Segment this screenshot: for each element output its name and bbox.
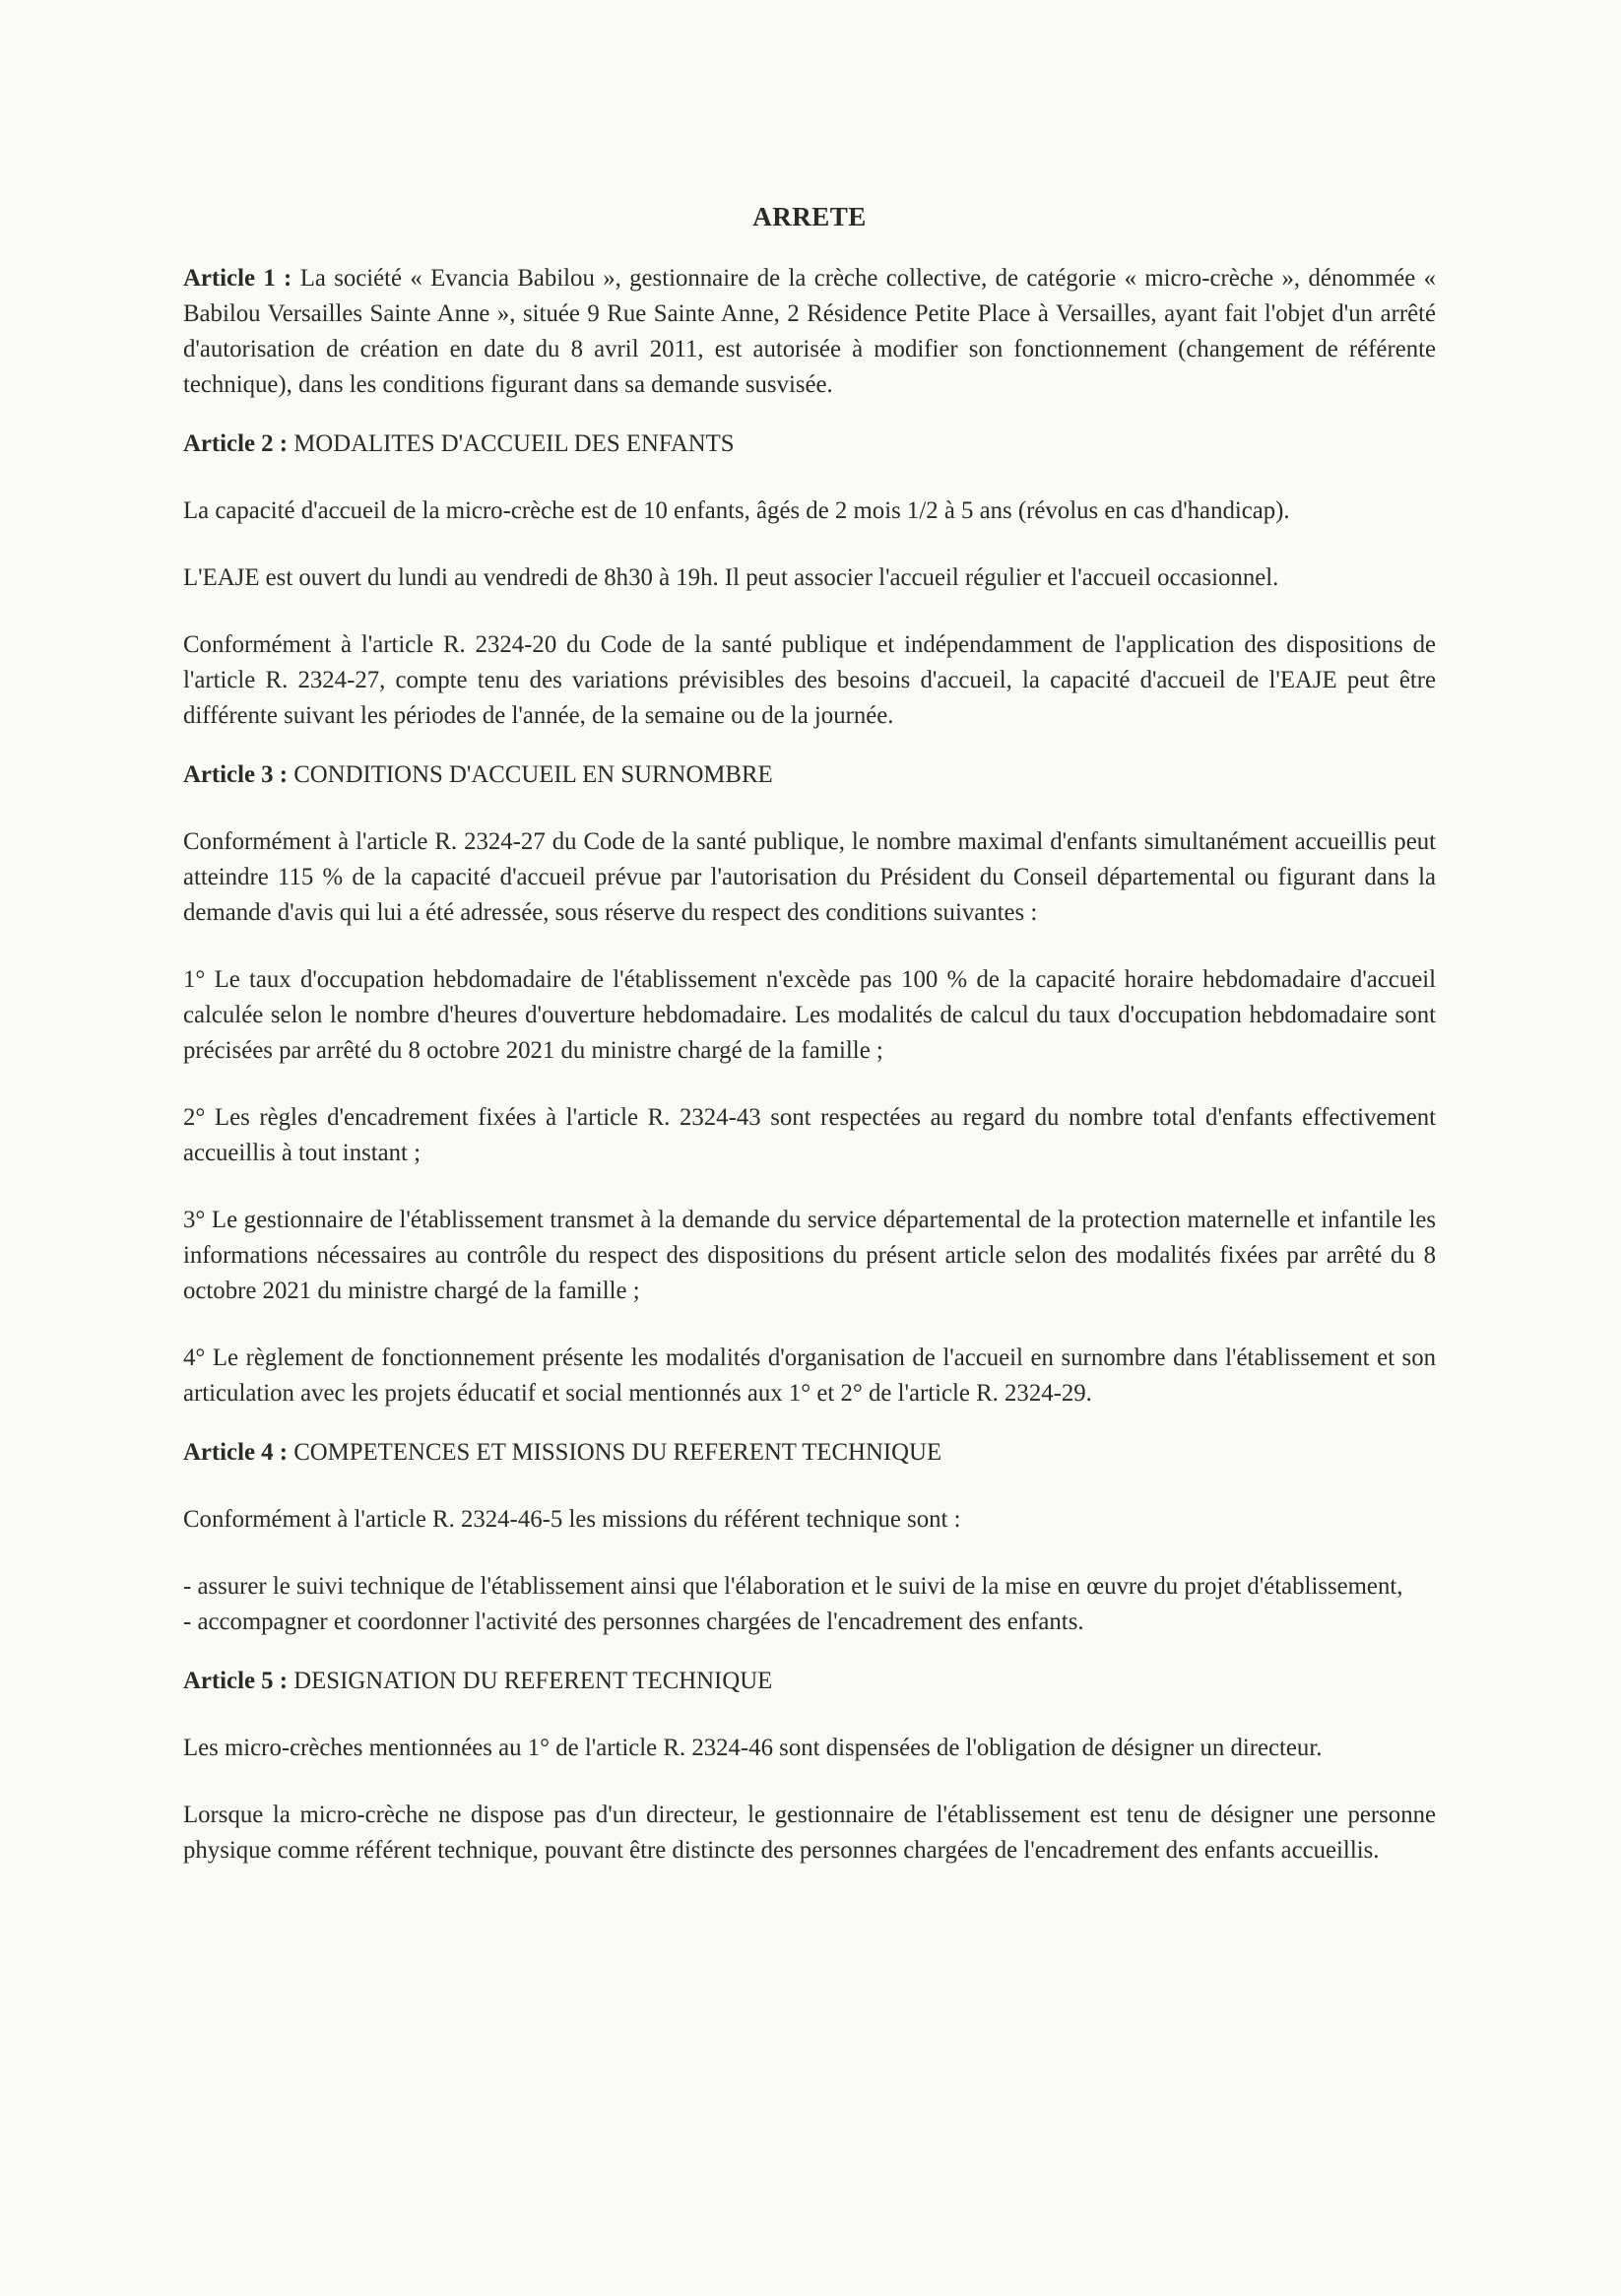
article-1-text: La société « Evancia Babilou », gestionnaire de la crèche collective, de catégorie « micro-crèche », dénommée « Babilou Versailles Sainte Anne », située 9 Rue Sainte Anne, 2 Résidence Petite Place à Versailles, ayant fait l'objet d'un arrêté d'autorisation de création en date du 8 avril 2011, est autorisée à modifier son fonctionnement (changement de référente technique), dans les conditions figurant dans sa demande susvisée. [183, 265, 1436, 398]
article-4-missions-list [183, 1569, 1436, 1640]
article-5-heading [183, 1664, 1436, 1699]
article-1 [183, 261, 1436, 403]
article-4-title: COMPETENCES ET MISSIONS DU REFERENT TECHNIQUE [293, 1439, 942, 1466]
list-item: - assurer le suivi technique de l'établissement ainsi que l'élaboration et le suivi de la mise en œuvre du projet d'établissement, [183, 1573, 1403, 1600]
article-3-label: Article 3 : [183, 761, 289, 788]
document-body [183, 199, 1436, 1869]
article-3-condition: 1° Le taux d'occupation hebdomadaire de l'établissement n'excède pas 100 % de la capacité horaire hebdomadaire d'accueil calculée selon le nombre d'heures d'ouverture hebdomadaire. Les modalités de calcul du taux d'occupation hebdomadaire sont précisées par arrêté du 8 octobre 2021 du ministre chargé de la famille ; [183, 966, 1436, 1064]
article-2-paragraph: L'EAJE est ouvert du lundi au vendredi de 8h30 à 19h. Il peut associer l'accueil régulier et l'accueil occasionnel. [183, 564, 1279, 591]
article-3-condition: 4° Le règlement de fonctionnement présente les modalités d'organisation de l'accueil en surnombre dans l'établissement et son articulation avec les projets éducatif et social mentionnés aux 1° et 2° de l'article R. 2324-29. [183, 1345, 1436, 1407]
article-5-label: Article 5 : [183, 1668, 289, 1694]
document-title: ARRETE [752, 202, 867, 231]
article-5-title: DESIGNATION DU REFERENT TECHNIQUE [293, 1668, 773, 1694]
article-4-label: Article 4 : [183, 1439, 289, 1466]
article-5-paragraph: Les micro-crèches mentionnées au 1° de l'article R. 2324-46 sont dispensées de l'obligation de désigner un directeur. [183, 1735, 1323, 1761]
article-2-label: Article 2 : [183, 430, 289, 457]
article-2-heading [183, 426, 1436, 462]
list-item: - accompagner et coordonner l'activité des personnes chargées de l'encadrement des enfants. [183, 1608, 1084, 1635]
article-5-paragraph: Lorsque la micro-crèche ne dispose pas d'un directeur, le gestionnaire de l'établissement est tenu de désigner une personne physique comme référent technique, pouvant être distincte des personnes chargées de l'encadrement des enfants accueillis. [183, 1802, 1436, 1864]
article-3-condition: 2° Les règles d'encadrement fixées à l'article R. 2324-43 sont respectées au regard du nombre total d'enfants effectivement accueillis à tout instant ; [183, 1104, 1436, 1166]
article-2-paragraph: La capacité d'accueil de la micro-crèche est de 10 enfants, âgés de 2 mois 1/2 à 5 ans (révolus en cas d'handicap). [183, 497, 1290, 524]
article-2-title: MODALITES D'ACCUEIL DES ENFANTS [293, 430, 735, 457]
article-3-title: CONDITIONS D'ACCUEIL EN SURNOMBRE [293, 761, 773, 788]
article-2-paragraph: Conformément à l'article R. 2324-20 du Code de la santé publique et indépendamment de l'application des dispositions de l'article R. 2324-27, compte tenu des variations prévisibles des besoins d'accueil, la capacité d'accueil de l'EAJE peut être différente suivant les périodes de l'année, de la semaine ou de la journée. [183, 631, 1436, 729]
article-3-heading [183, 757, 1436, 793]
article-1-label: Article 1 : [183, 265, 292, 292]
article-3-condition: 3° Le gestionnaire de l'établissement transmet à la demande du service départemental de la protection maternelle et infantile les informations nécessaires au contrôle du respect des dispositions du présent article selon des modalités fixées par arrêté du 8 octobre 2021 du ministre chargé de la famille ; [183, 1207, 1436, 1304]
article-4-heading [183, 1435, 1436, 1471]
article-3-paragraph: Conformément à l'article R. 2324-27 du Code de la santé publique, le nombre maximal d'enfants simultanément accueillis peut atteindre 115 % de la capacité d'accueil prévue par l'autorisation du Président du Conseil départemental ou figurant dans la demande d'avis qui lui a été adressée, sous réserve du respect des conditions suivantes : [183, 828, 1436, 926]
article-4-paragraph: Conformément à l'article R. 2324-46-5 les missions du référent technique sont : [183, 1506, 961, 1533]
